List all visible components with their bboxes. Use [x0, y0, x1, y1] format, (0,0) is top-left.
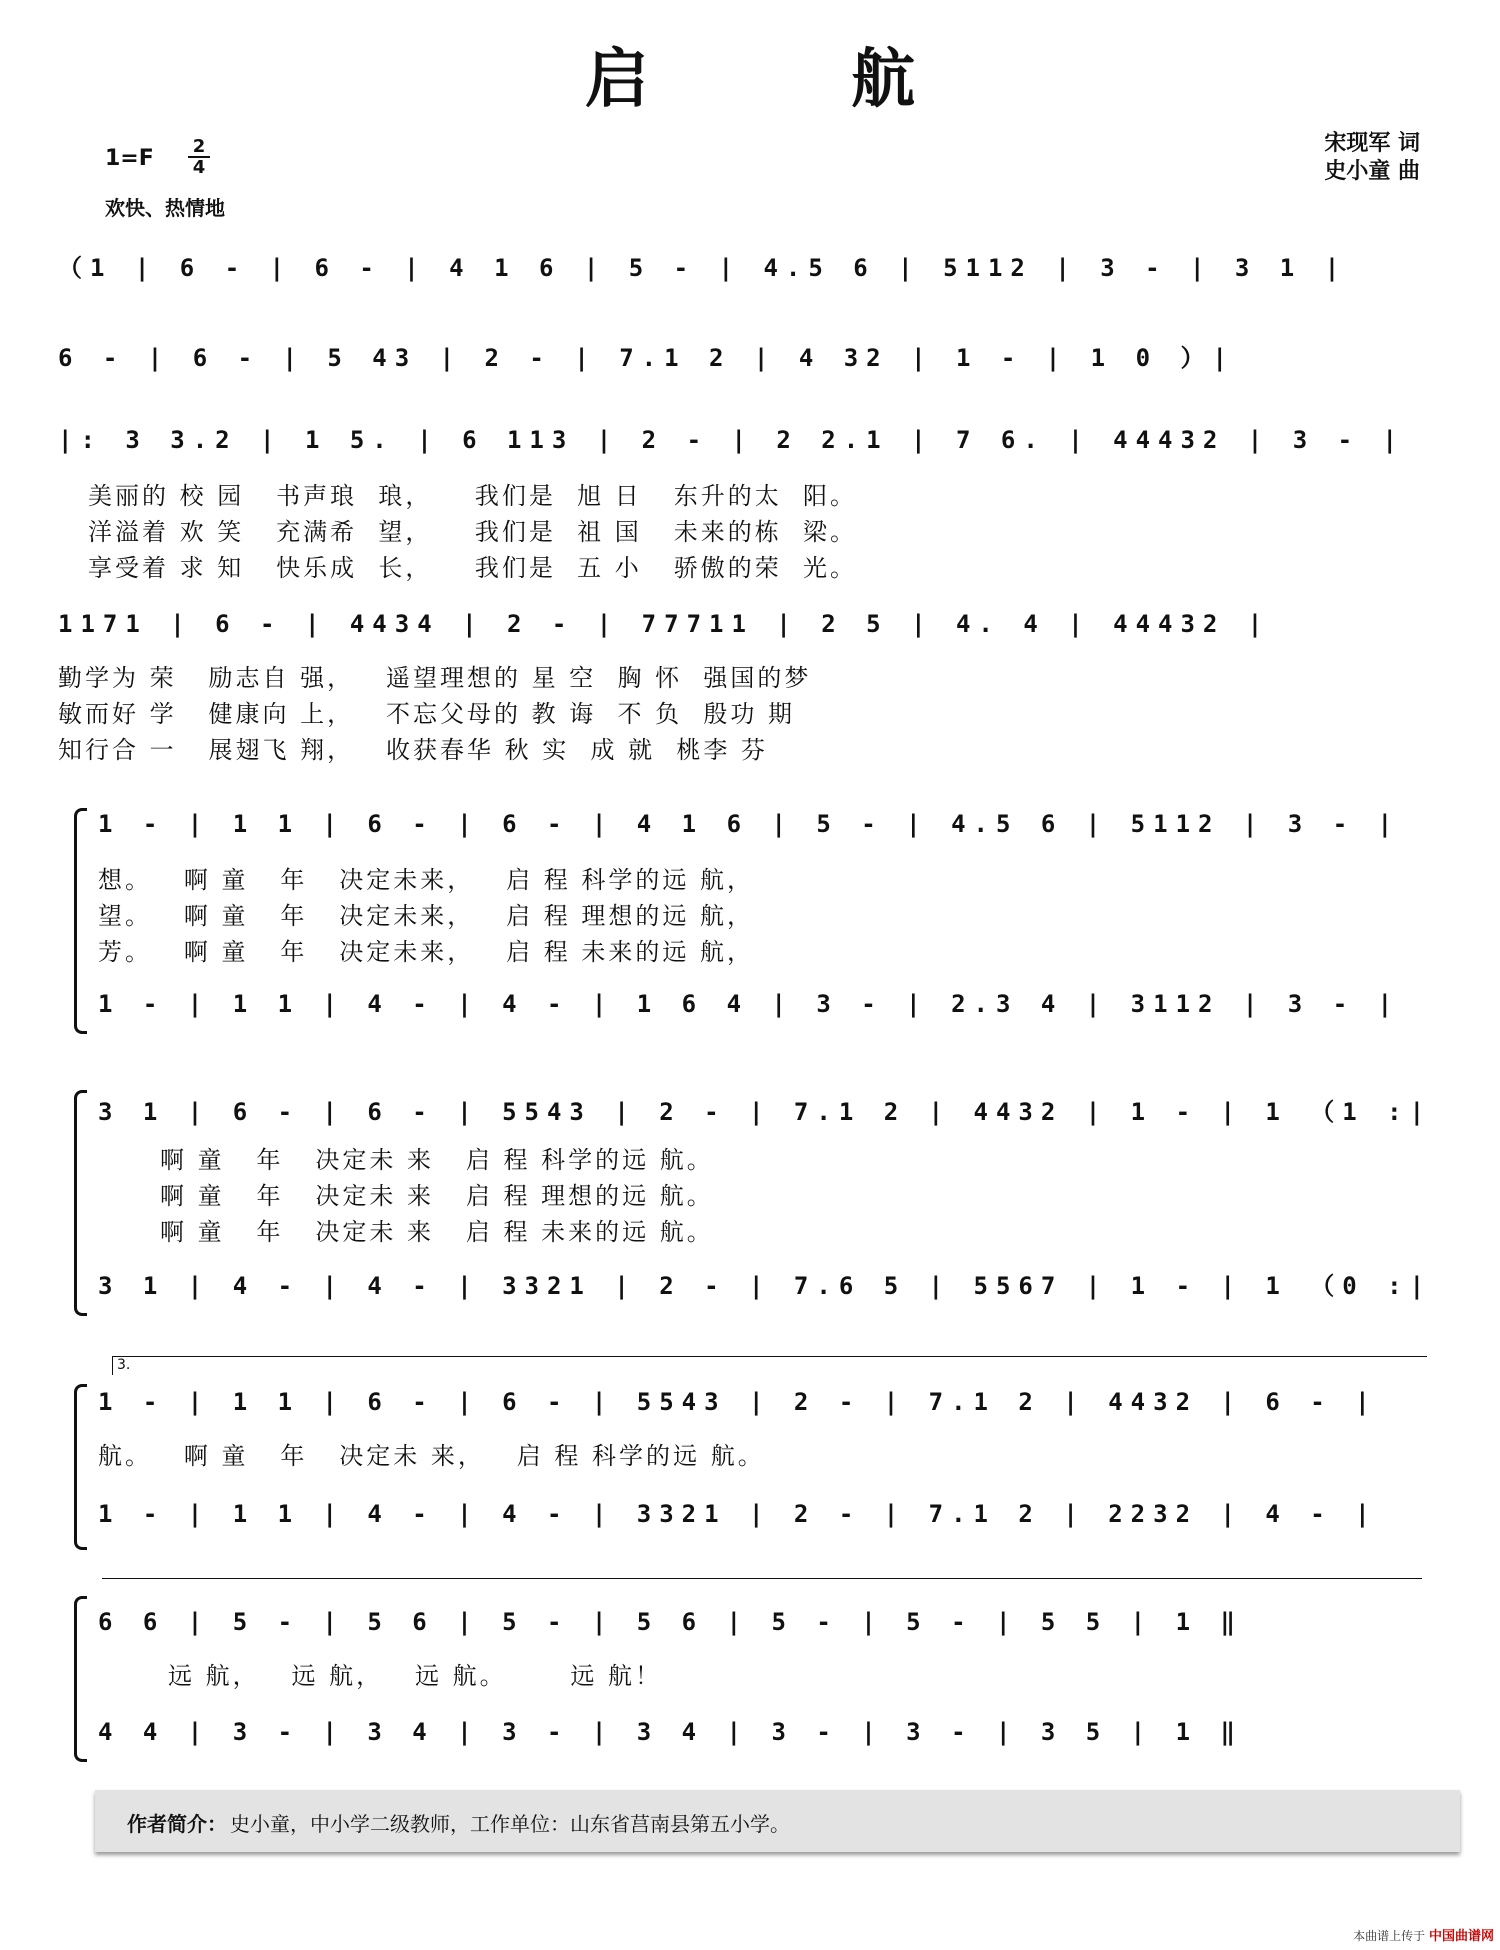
- score-line-5-upper: [0, 800, 1500, 860]
- bio-label: 作者简介：: [127, 1812, 227, 1836]
- notes: 6 6 | 5 - | 5 6 | 5 - | 5 6 | 5 - | 5 - | 5 5 | 1 ‖: [98, 1608, 1243, 1636]
- tempo-marking: 欢快、热情地: [105, 196, 225, 220]
- score-line-6-upper: [0, 1082, 1500, 1142]
- score-line-8-lower: [0, 1708, 1500, 1768]
- upload-note: [1353, 1925, 1494, 1944]
- volta-bracket: 3.: [112, 1356, 1427, 1375]
- lyric-verse-2: 啊 童 年 决定未 来 启 程 理想的远 航。: [160, 1182, 714, 1210]
- time-bottom: 4: [192, 157, 206, 178]
- notes: 1 - | 1 1 | 6 - | 6 - | 4 1 6 | 5 - | 4.5 6 | 5112 | 3 - |: [98, 810, 1401, 838]
- time-signature: [188, 138, 210, 176]
- site-logo: 中国曲谱网: [1428, 1929, 1494, 1944]
- song-title: 启 航: [584, 43, 1006, 117]
- notes: 1 - | 1 1 | 4 - | 4 - | 1 6 4 | 3 - | 2.3 4 | 3112 | 3 - |: [98, 990, 1401, 1018]
- notes: 3 1 | 4 - | 4 - | 3321 | 2 - | 7.6 5 | 5567 | 1 - | 1 （0 :|: [98, 1272, 1433, 1300]
- notes: 1 - | 1 1 | 6 - | 6 - | 5543 | 2 - | 7.1 2 | 4432 | 6 - |: [98, 1388, 1378, 1416]
- notes: 4 4 | 3 - | 3 4 | 3 - | 3 4 | 3 - | 3 - | 3 5 | 1 ‖: [98, 1718, 1243, 1746]
- score-line-3: [0, 416, 1500, 476]
- score-line-8-upper: [0, 1598, 1500, 1658]
- score-line-6-lower: [0, 1256, 1500, 1316]
- notes: 1 - | 1 1 | 4 - | 4 - | 3321 | 2 - | 7.1 2 | 2232 | 4 - |: [98, 1500, 1378, 1528]
- lyric-verse-1: 勤学为 荣 励志自 强， 遥望理想的 星 空 胸 怀 强国的梦: [58, 664, 812, 692]
- lyric-verse-1: 美丽的 校 园 书声琅 琅， 我们是 旭 日 东升的太 阳。: [88, 482, 857, 510]
- bio-text: 史小童，中小学二级教师，工作单位：山东省莒南县第五小学。: [230, 1812, 790, 1836]
- notes: 6 - | 6 - | 5 43 | 2 - | 7.1 2 | 4 32 | 1 - | 1 0 ）|: [58, 344, 1235, 372]
- lyric-verse-3: 啊 童 年 决定未 来 启 程 未来的远 航。: [160, 1218, 714, 1246]
- composer-credit: 史小童 曲: [1324, 159, 1420, 184]
- time-top: 2: [192, 136, 206, 157]
- score-line-7-upper: [0, 1378, 1500, 1438]
- author-bio-box: [95, 1790, 1460, 1852]
- score-line-4: [0, 600, 1500, 660]
- lyric-verse-1: 航。 啊 童 年 决定未 来， 启 程 科学的远 航。: [98, 1442, 765, 1470]
- notes: （1 | 6 - | 6 - | 4 1 6 | 5 - | 4.5 6 | 5112 | 3 - | 3 1 |: [58, 254, 1348, 282]
- lyric-verse-2: 望。 啊 童 年 决定未来， 启 程 理想的远 航，: [98, 902, 755, 930]
- score-line-1: [0, 238, 1500, 298]
- lyric-verse-3: 享受着 求 知 快乐成 长， 我们是 五 小 骄傲的荣 光。: [88, 554, 857, 582]
- notes: 3 1 | 6 - | 6 - | 5543 | 2 - | 7.1 2 | 4432 | 1 - | 1 （1 :|: [98, 1098, 1433, 1126]
- score-line-2: [0, 328, 1500, 388]
- key-signature: 1=F: [105, 146, 154, 171]
- lyric-verse-3: 芳。 啊 童 年 决定未来， 启 程 未来的远 航，: [98, 938, 755, 966]
- lyric-verse-3: 知行合 一 展翅飞 翔， 收获春华 秋 实 成 就 桃李 芬: [58, 736, 769, 764]
- upload-prefix: 本曲谱上传于: [1353, 1929, 1426, 1943]
- lyric-verse-1: 远 航， 远 航， 远 航。 远 航！: [168, 1662, 663, 1690]
- lyric-verse-2: 洋溢着 欢 笑 充满希 望， 我们是 祖 国 未来的栋 梁。: [88, 518, 857, 546]
- notes: 1171 | 6 - | 4434 | 2 - | 77711 | 2 5 | 4. 4 | 44432 |: [58, 610, 1271, 638]
- score-line-7-lower: [0, 1490, 1500, 1550]
- lyric-verse-2: 敏而好 学 健康向 上， 不忘父母的 教 诲 不 负 殷功 期: [58, 700, 796, 728]
- score-line-5-lower: [0, 980, 1500, 1040]
- lyric-verse-1: 想。 啊 童 年 决定未来， 启 程 科学的远 航，: [98, 866, 755, 894]
- lyricist-credit: 宋现军 词: [1324, 131, 1420, 156]
- lyric-verse-1: 啊 童 年 决定未 来 启 程 科学的远 航。: [160, 1146, 714, 1174]
- notes: |: 3 3.2 | 1 5. | 6 113 | 2 - | 2 2.1 | 7 6. | 44432 | 3 - |: [58, 426, 1405, 454]
- coda-line: [102, 1578, 1422, 1579]
